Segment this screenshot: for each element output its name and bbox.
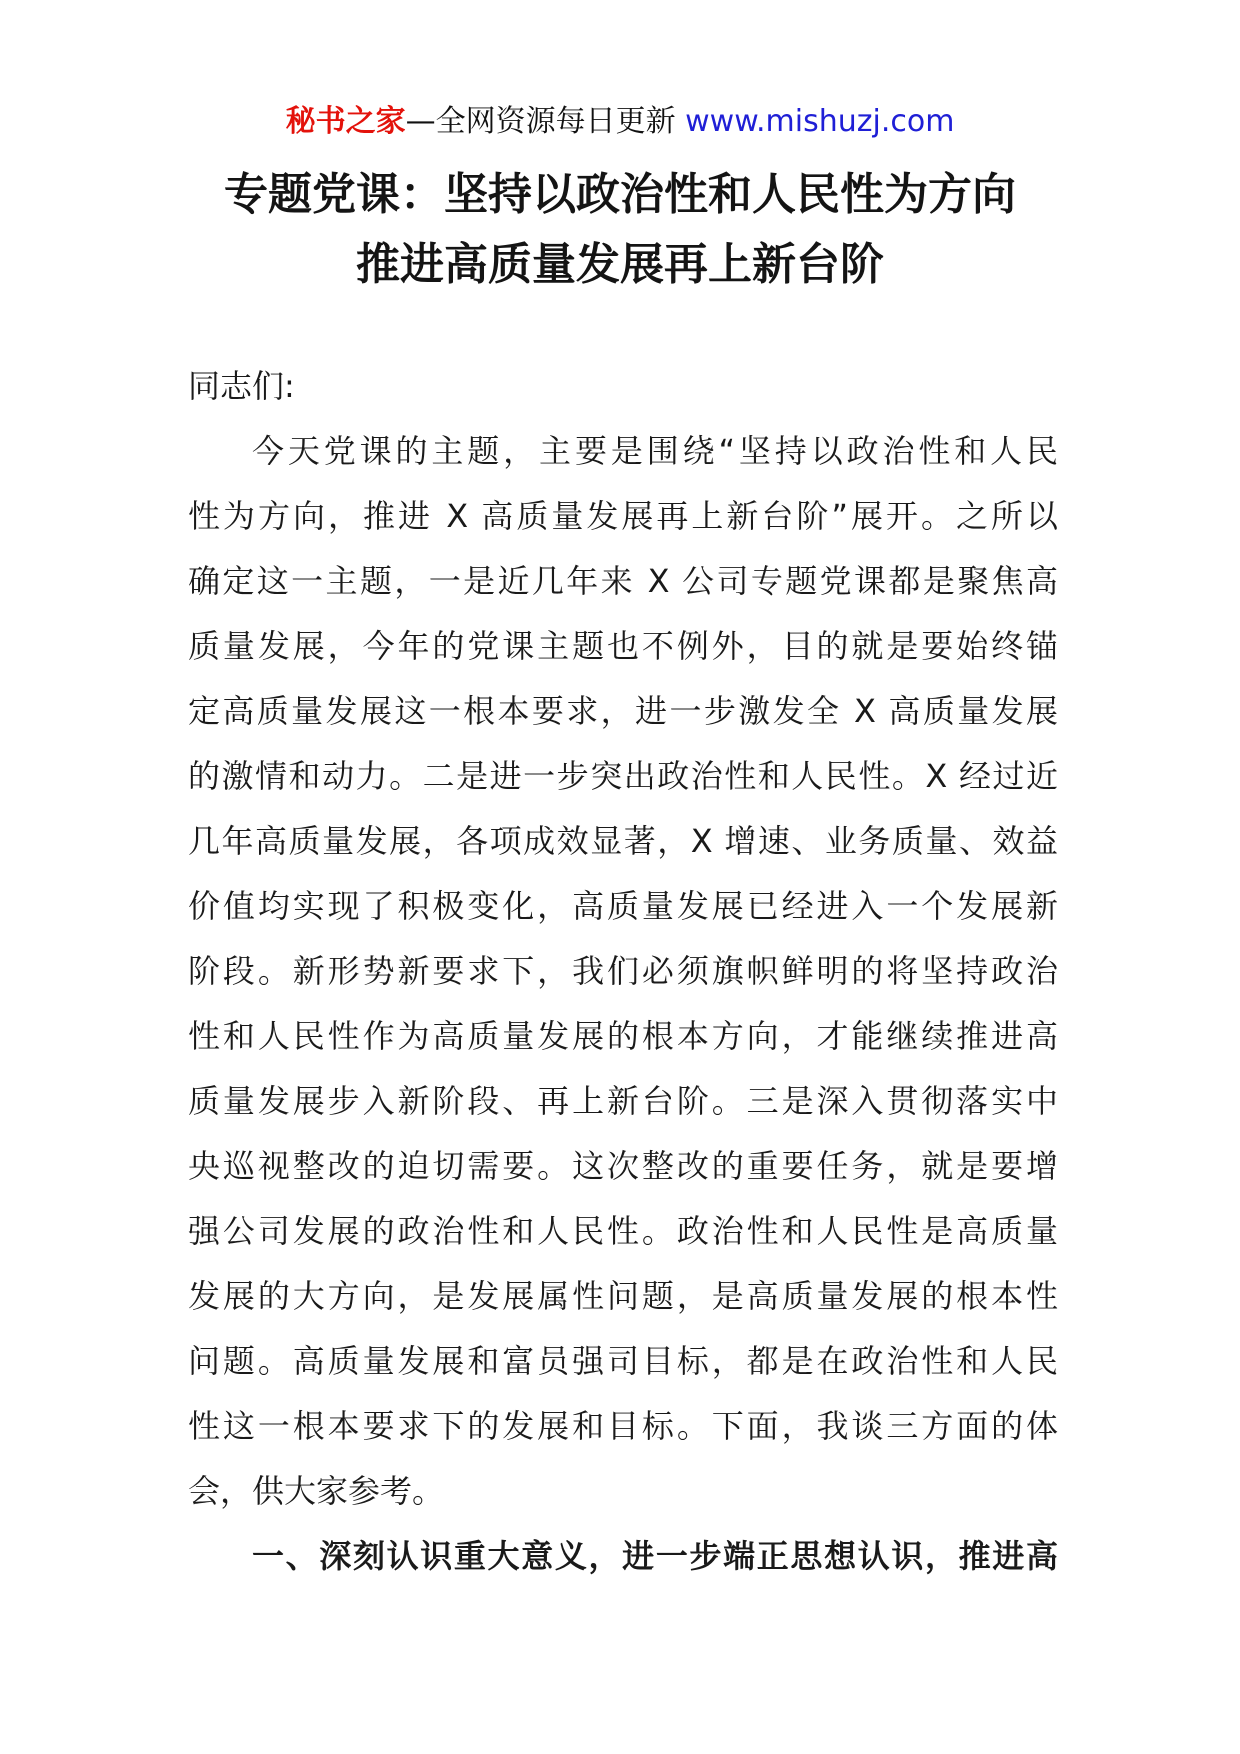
paragraph-line: 发展的大方向，是发展属性问题，是高质量发展的根本性 [188, 1277, 1058, 1315]
paragraph-line: 确定这一主题，一是近几年来 X 公司专题党课都是聚焦高 [188, 562, 1058, 600]
paragraph-line: 阶段。新形势新要求下，我们必须旗帜鲜明的将坚持政治 [188, 952, 1058, 990]
paragraph-line: 强公司发展的政治性和人民性。政治性和人民性是高质量 [188, 1212, 1058, 1250]
paragraph-line: 价值均实现了积极变化，高质量发展已经进入一个发展新 [188, 887, 1058, 925]
site-brand: 秘书之家 [285, 104, 406, 139]
site-url[interactable]: www.mishuzj.com [685, 104, 955, 139]
greeting: 同志们: [188, 367, 295, 405]
paragraph-line: 会，供大家参考。 [188, 1472, 445, 1510]
paragraph-line: 几年高质量发展，各项成效显著，X 增速、业务质量、效益 [188, 822, 1058, 860]
paragraph-line: 性和人民性作为高质量发展的根本方向，才能继续推进高 [188, 1017, 1058, 1055]
title-line-1: 专题党课：坚持以政治性和人民性为方向 [224, 169, 1016, 220]
site-tagline: —全网资源每日更新 [405, 104, 686, 139]
title-line-2: 推进高质量发展再上新台阶 [356, 239, 884, 290]
document-body [188, 354, 1058, 1589]
paragraph-line: 定高质量发展这一根本要求，进一步激发全 X 高质量发展 [188, 692, 1058, 730]
paragraph-line: 性为方向，推进 X 高质量发展再上新台阶”展开。之所以 [188, 497, 1058, 535]
paragraph-line: 的激情和动力。二是进一步突出政治性和人民性。X 经过近 [188, 757, 1058, 795]
section-heading: 一、深刻认识重大意义，进一步端正思想认识，推进高 [252, 1537, 1058, 1575]
paragraph-line: 问题。高质量发展和富员强司目标，都是在政治性和人民 [188, 1342, 1058, 1380]
paragraph-line: 质量发展步入新阶段、再上新台阶。三是深入贯彻落实中 [188, 1082, 1058, 1120]
paragraph-line: 性这一根本要求下的发展和目标。下面，我谈三方面的体 [188, 1407, 1058, 1445]
paragraph-line: 今天党课的主题，主要是围绕“坚持以政治性和人民 [252, 432, 1058, 470]
paragraph-line: 央巡视整改的迫切需要。这次整改的重要任务，就是要增 [188, 1147, 1058, 1185]
document-title [0, 160, 1240, 300]
site-header [0, 100, 1240, 144]
paragraph-line: 质量发展，今年的党课主题也不例外，目的就是要始终锚 [188, 627, 1058, 665]
